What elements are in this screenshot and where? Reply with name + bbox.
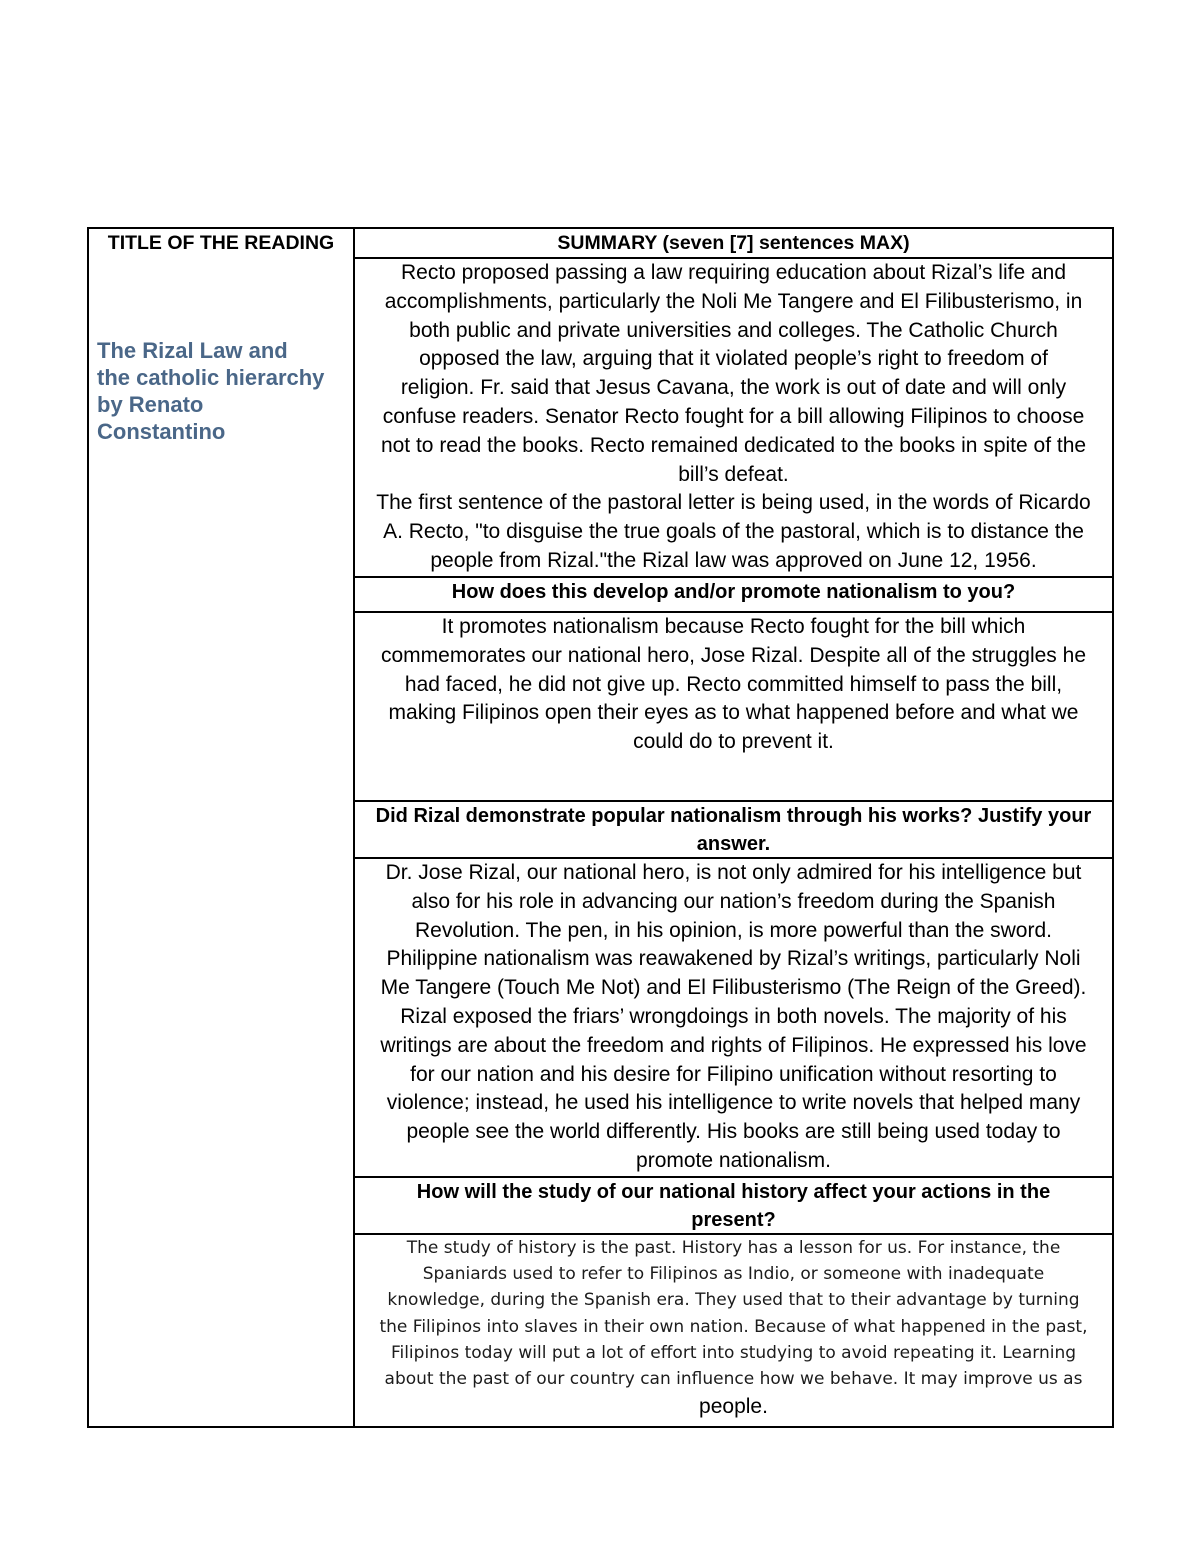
answer-line: also for his role in advancing our nation’s freedom during the Spanish <box>411 889 1056 913</box>
answer-line: Philippine nationalism was reawakened by Rizal’s writings, particularly Noli <box>386 947 1081 971</box>
answer-line: It promotes nationalism because Recto fought for the bill which <box>441 615 1026 638</box>
question-line: present? <box>691 1209 776 1231</box>
summary-line: The first sentence of the pastoral letter is being used, in the words of Ricardo <box>376 491 1091 515</box>
summary-line: people from Rizal."the Rizal law was approved on June 12, 1956. <box>430 548 1037 572</box>
answer-3-cell <box>355 1233 1112 1426</box>
summary-line: both public and private universities and colleges. The Catholic Church <box>409 318 1058 342</box>
summary-cell <box>355 257 1112 576</box>
question-2-cell <box>355 800 1112 857</box>
question-line: answer. <box>696 833 771 855</box>
summary-line: religion. Fr. said that Jesus Cavana, the work is out of date and will only <box>400 376 1067 400</box>
answer-line: people see the world differently. His books are still being used today to <box>406 1120 1061 1144</box>
answer-line: people. <box>699 1395 768 1419</box>
summary-line: accomplishments, particularly the Noli Me Tangere and El Filibusterismo, in <box>384 289 1083 313</box>
answer-line: Spaniards used to refer to Filipinos as Indio, or someone with inadequate <box>422 1264 1045 1285</box>
summary-line: opposed the law, arguing that it violated people’s right to freedom of <box>419 347 1048 371</box>
answer-1-cell <box>355 611 1112 800</box>
title-column <box>89 229 355 1426</box>
answer-line: Rizal exposed the friars’ wrongdoings in both novels. The majority of his <box>400 1004 1067 1028</box>
answer-line: making Filipinos open their eyes as to what happened before and what we <box>388 701 1079 725</box>
reading-title-line: Constantino <box>97 419 226 444</box>
answer-line: for our nation and his desire for Filipino unification without resorting to <box>410 1062 1057 1086</box>
summary-line: A. Recto, "to disguise the true goals of the pastoral, which is to distance the <box>383 520 1084 544</box>
answer-line: commemorates our national hero, Jose Rizal. Despite all of the struggles he <box>380 643 1087 667</box>
question-1-cell <box>355 576 1112 611</box>
answer-line: could do to prevent it. <box>633 730 834 754</box>
answer-line: had faced, he did not give up. Recto committed himself to pass the bill, <box>404 672 1063 696</box>
answer-line: Me Tangere (Touch Me Not) and El Filibusterismo (The Reign of the Greed). <box>380 976 1087 1000</box>
summary-line: confuse readers. Senator Recto fought for a bill allowing Filipinos to choose <box>382 404 1085 428</box>
reading-table <box>87 227 1114 1428</box>
answer-line: Filipinos today will put a lot of effort into studying to avoid repeating it. Learning <box>390 1342 1077 1363</box>
reading-title-line: the catholic hierarchy <box>97 365 325 390</box>
answer-line: the Filipinos into slaves in their own nation. Because of what happened in the past, <box>379 1316 1088 1337</box>
answer-2-cell <box>355 857 1112 1176</box>
answer-line: Dr. Jose Rizal, our national hero, is not only admired for his intelligence but <box>385 861 1082 884</box>
summary-line: Recto proposed passing a law requiring education about Rizal’s life and <box>400 261 1067 284</box>
summary-column <box>355 229 1112 1426</box>
answer-line: writings are about the freedom and rights of Filipinos. He expressed his love <box>380 1033 1087 1057</box>
answer-line: about the past of our country can influence how we behave. It may improve us as <box>384 1369 1083 1390</box>
reading-title <box>97 337 347 445</box>
question-3-cell <box>355 1176 1112 1233</box>
answer-line: violence; instead, he used his intelligence to write novels that helped many <box>386 1091 1081 1115</box>
question-line: Did Rizal demonstrate popular nationalism through his works? Justify your <box>375 805 1092 827</box>
summary-line: not to read the books. Recto remained dedicated to the books in spite of the <box>380 433 1087 457</box>
title-of-reading-header: TITLE OF THE READING <box>107 232 335 254</box>
answer-line: promote nationalism. <box>636 1148 831 1172</box>
summary-line: bill’s defeat. <box>678 462 789 486</box>
reading-title-line: by Renato <box>97 392 204 417</box>
summary-header: SUMMARY (seven [7] sentences MAX) <box>557 232 910 254</box>
question-line: How does this develop and/or promote nationalism to you? <box>451 581 1016 603</box>
question-line: How will the study of our national history affect your actions in the <box>416 1181 1051 1203</box>
answer-line: knowledge, during the Spanish era. They used that to their advantage by turning <box>387 1290 1080 1311</box>
answer-line: Revolution. The pen, in his opinion, is more powerful than the sword. <box>415 918 1052 942</box>
reading-title-line: The Rizal Law and <box>97 338 288 363</box>
answer-line: The study of history is the past. History has a lesson for us. For instance, the <box>406 1238 1061 1258</box>
